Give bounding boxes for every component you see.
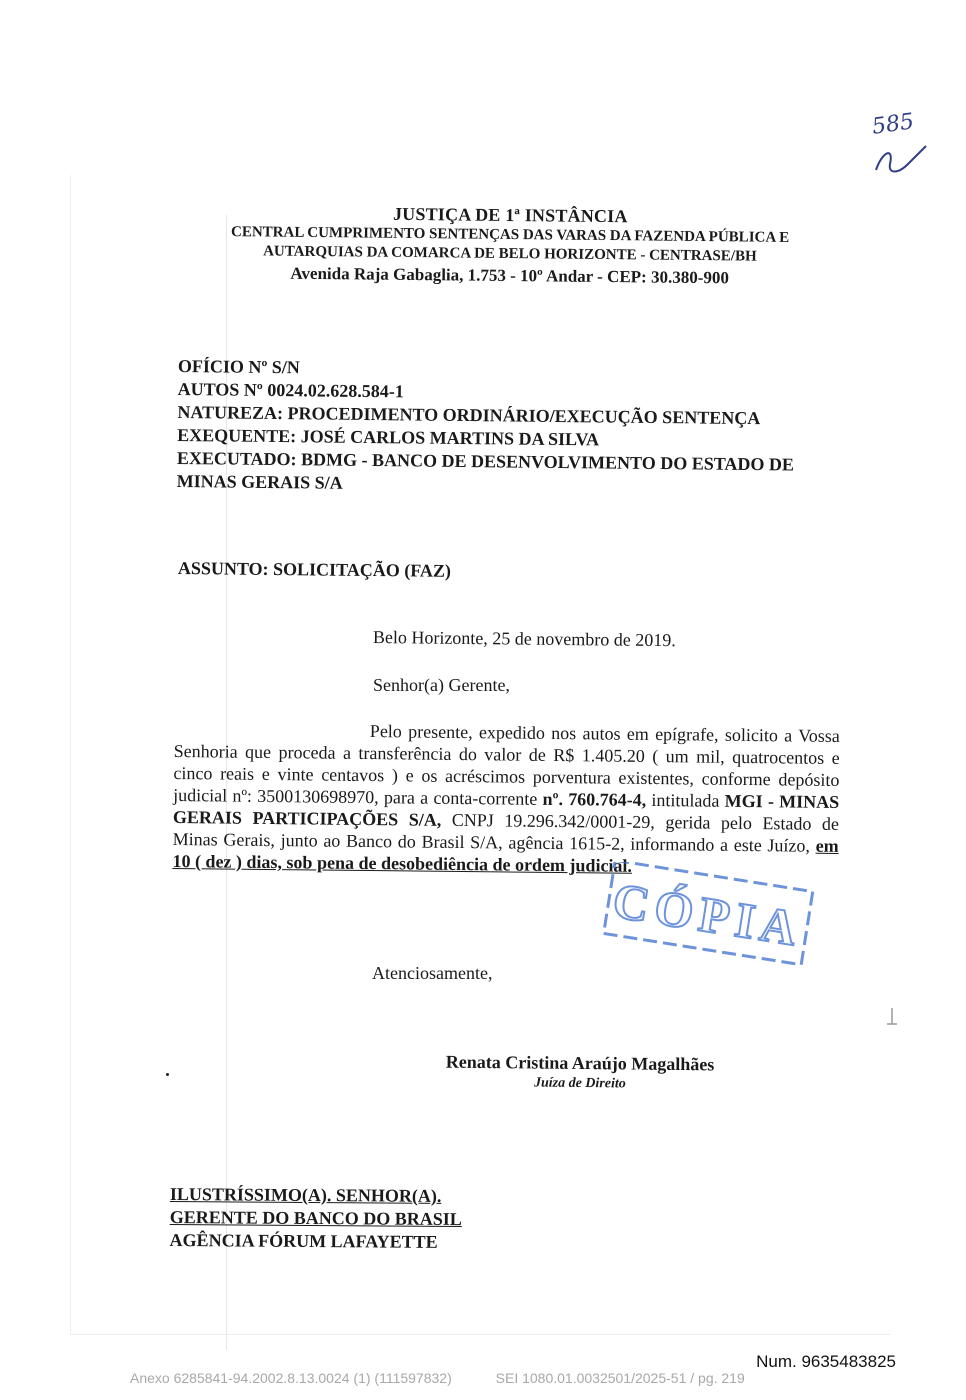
- margin-mark-icon: [884, 1006, 900, 1028]
- signer-role: Juíza de Direito: [533, 1075, 626, 1092]
- executado-line-1: EXECUTADO: BDMG - BANCO DE DESENVOLVIMENTO DO ESTADO DE: [176, 447, 795, 475]
- closing-line: Atenciosamente,: [372, 963, 493, 983]
- account-holder: MGI - MINAS GERAIS PARTICIPAÇÕES S/A,: [172, 790, 840, 830]
- exequente: EXEQUENTE: JOSÉ CARLOS MARTINS DA SILVA: [177, 424, 600, 450]
- court-header: [180, 202, 841, 290]
- handwritten-page-number: [868, 109, 938, 182]
- case-info: [177, 355, 858, 500]
- sei-reference: SEI 1080.01.0032501/2025-51 / pg. 219: [495, 1370, 745, 1386]
- footer-reference: [130, 1370, 850, 1386]
- executado-line-2: MINAS GERAIS S/A: [176, 470, 343, 493]
- body-part-1: Pelo presente, expedido nos autos em epígrafe, solicito a Vossa Senhoria que proceda a transferência do valor de R$ 1.405.20 ( um mil, quatrocentos e cinco reais e vinte centavos ) e os acréscimos porventura existentes, conforme depósito judicial nº: 3500130698970, para a conta-corrente: [173, 721, 840, 809]
- court-address: Avenida Raja Gabaglia, 1.753 - 10º Andar - CEP: 30.380-900: [290, 263, 730, 288]
- copia-stamp: [600, 862, 822, 966]
- scan-bottom-edge: [70, 1334, 890, 1335]
- stray-mark: [166, 1073, 169, 1076]
- letter-date: Belo Horizonte, 25 de novembro de 2019.: [372, 627, 676, 651]
- recipient-line-3: AGÊNCIA FÓRUM LAFAYETTE: [169, 1229, 438, 1252]
- account-number: nº. 760.764-4,: [542, 788, 647, 810]
- recipient-block: [170, 1183, 463, 1254]
- signature-block: [400, 1051, 760, 1094]
- autos-number: AUTOS Nº 0024.02.628.584-1: [177, 378, 404, 402]
- central-line-1: CENTRAL CUMPRIMENTO SENTENÇAS DAS VARAS DA FAZENDA PÚBLICA E: [230, 224, 790, 246]
- deadline-clause: em 10 ( dez ) dias, sob pena de desobediência de ordem judicial.: [172, 835, 839, 876]
- letter-body: [172, 718, 840, 879]
- oficio-number: OFÍCIO Nº S/N: [177, 355, 300, 378]
- scan-left-edge: [70, 175, 71, 1335]
- body-part-2: intitulada: [651, 790, 720, 811]
- court-name: JUSTIÇA DE 1ª INSTÂNCIA: [392, 203, 628, 227]
- stamp-text: CÓPIA: [609, 871, 807, 958]
- handwritten-scribble-icon: [868, 134, 938, 180]
- signer-name: Renata Cristina Araújo Magalhães: [445, 1051, 715, 1075]
- body-part-3: CNPJ 19.296.342/0001-29, gerida pelo Estado de Minas Gerais, junto ao Banco do Brasil S/A, agência 1615-2, informando a este Juízo,: [172, 809, 840, 856]
- annex-reference: Anexo 6285841-94.2002.8.13.0024 (1) (111597832): [130, 1370, 452, 1386]
- recipient-line-2: GERENTE DO BANCO DO BRASIL: [169, 1206, 462, 1230]
- document-number: Num. 9635483825: [756, 1352, 896, 1371]
- natureza: NATUREZA: PROCEDIMENTO ORDINÁRIO/EXECUÇÃO SENTENÇA: [177, 401, 761, 429]
- handwritten-number: 585: [870, 109, 916, 140]
- central-line-2: AUTARQUIAS DA COMARCA DE BELO HORIZONTE - CENTRASE/BH: [263, 243, 757, 265]
- subject-line: ASSUNTO: SOLICITAÇÃO (FAZ): [177, 558, 452, 581]
- recipient-line-1: ILUSTRÍSSIMO(A). SENHOR(A).: [169, 1184, 442, 1206]
- salutation: Senhor(a) Gerente,: [373, 675, 510, 695]
